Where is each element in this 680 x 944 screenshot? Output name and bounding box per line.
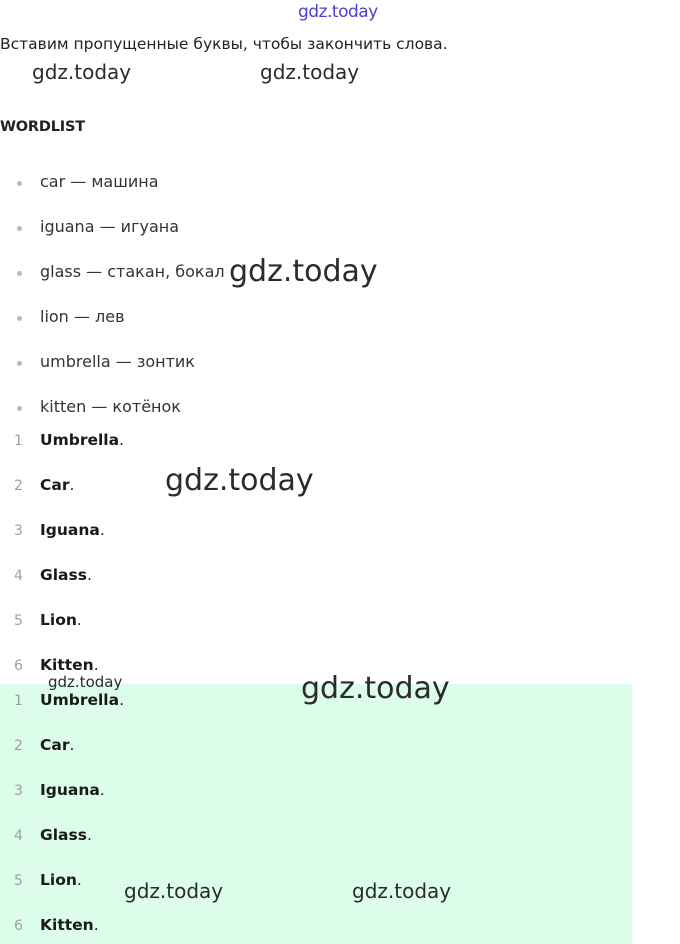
bullet-icon [17,361,22,366]
answer-punct: . [76,871,82,889]
answer-word: Car [40,736,70,754]
answer-item [40,781,105,799]
answer-item [40,691,124,709]
watermark: gdz.today [124,879,224,903]
wordlist-item: car — машина [40,172,159,191]
list-number: 2 [14,478,23,494]
list-number: 6 [14,658,23,674]
answer-punct: . [119,691,125,709]
answer-word: Glass [40,566,87,584]
answer-item [40,521,105,539]
list-number: 4 [14,828,23,844]
answer-punct: . [93,656,99,674]
watermark: gdz.today [352,879,452,903]
list-number: 1 [14,433,23,449]
list-number: 3 [14,523,23,539]
top-watermark: gdz.today [298,2,378,22]
watermark: gdz.today [229,254,378,289]
wordlist-item: umbrella — зонтик [40,352,195,371]
answer-item [40,916,99,934]
answer-punct: . [69,476,75,494]
answer-word: Lion [40,871,77,889]
list-number: 5 [14,613,23,629]
list-number: 2 [14,738,23,754]
bullet-icon [17,181,22,186]
answer-punct: . [119,431,125,449]
answer-punct: . [86,566,92,584]
answer-punct: . [76,611,82,629]
answer-item [40,826,92,844]
list-number: 1 [14,693,23,709]
answer-item [40,611,82,629]
answer-item [40,656,99,674]
watermark: gdz.today [32,60,132,84]
wordlist-item: lion — лев [40,307,125,326]
answer-word: Glass [40,826,87,844]
answer-word: Umbrella [40,431,120,449]
task-instruction: Вставим пропущенные буквы, чтобы закончить слова. [0,35,448,53]
bullet-icon [17,316,22,321]
answer-punct: . [93,916,99,934]
bullet-icon [17,271,22,276]
answer-word: Kitten [40,656,94,674]
wordlist-item: kitten — котёнок [40,397,181,416]
answer-item [40,871,82,889]
wordlist-item: glass — стакан, бокал [40,262,225,281]
answer-word: Kitten [40,916,94,934]
watermark: gdz.today [260,60,360,84]
watermark: gdz.today [48,673,123,691]
list-number: 5 [14,873,23,889]
watermark: gdz.today [301,671,450,706]
bullet-icon [17,226,22,231]
answer-item [40,736,74,754]
answer-word: Iguana [40,521,100,539]
wordlist-item: iguana — игуана [40,217,180,236]
list-number: 3 [14,783,23,799]
answer-punct: . [99,781,105,799]
answer-word: Lion [40,611,77,629]
answer-punct: . [69,736,75,754]
answer-item [40,566,92,584]
answer-word: Iguana [40,781,100,799]
answer-punct: . [99,521,105,539]
answer-item [40,431,124,449]
answer-punct: . [86,826,92,844]
answer-word: Umbrella [40,691,120,709]
watermark: gdz.today [165,463,314,498]
bullet-icon [17,406,22,411]
list-number: 6 [14,918,23,934]
answer-highlight-box [0,684,632,944]
wordlist-heading: WORDLIST [0,119,85,135]
answer-item [40,476,74,494]
list-number: 4 [14,568,23,584]
answer-word: Car [40,476,70,494]
